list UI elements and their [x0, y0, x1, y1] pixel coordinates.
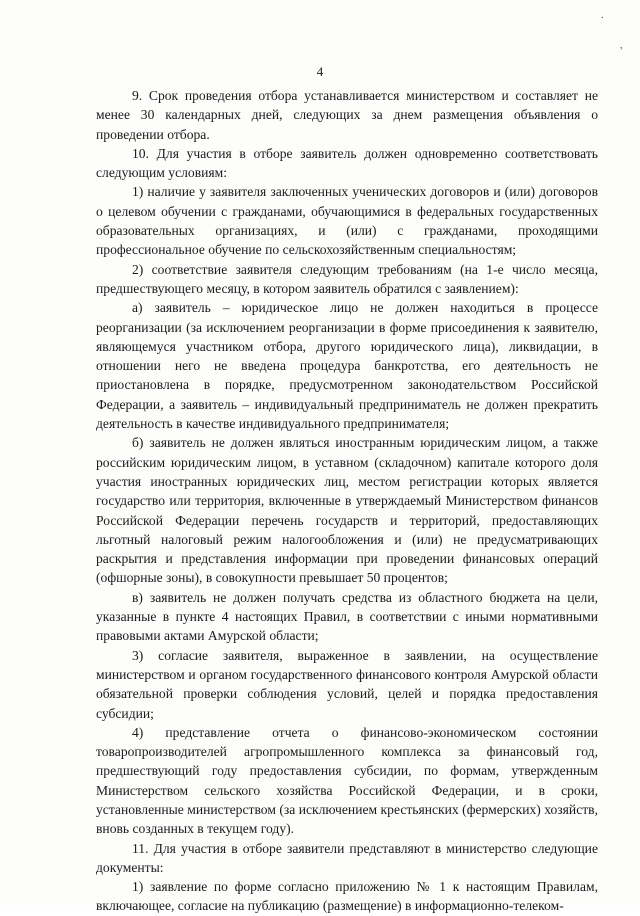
paragraph-11: 11. Для участия в отборе заявители представляют в министерство следующие документы:: [96, 840, 598, 875]
paragraph-10-item-4: 4) представление отчета о финансово-экономическом состоянии товаропроизводителей агропромышленного комплекса за финансовый год, предшествующий году предоставления субсидии, по формам, утвержденным Министерством сельского хозяйства Российской Федерации, и в сроки, установленные министерством (за исключением крестьянских (фермерских) хозяйств, вновь созданных в текущем году).: [96, 724, 598, 837]
paragraph-10-item-2v: в) заявитель не должен получать средства из областного бюджета на цели, указанные в пункте 4 настоящих Правил, в соответствии с иными нормативными правовыми актами Амурской области;: [96, 589, 598, 644]
paragraph-9: 9. Срок проведения отбора устанавливается министерством и составляет не менее 30 календарных дней, следующих за днем размещения объявления о проведении отбора.: [96, 88, 598, 142]
page-number: 4: [316, 64, 324, 79]
corner-mark-top: .: [601, 10, 604, 21]
paragraph-11-item-1: 1) заявление по форме согласно приложению № 1 к настоящим Правилам, включающее, согласие на публикацию (размещение) в информационно-телеком-: [96, 879, 598, 914]
paragraph-10-item-2a: а) заявитель – юридическое лицо не должен находиться в процессе реорганизации (за исключением реорганизации в форме присоединения к заявителю, являющемуся участником отбора, другого юридического лица), ликвидации, в отношении него не введена процедура банкротства, его деятельность не приостановлена в порядке, предусмотренном законодательством Российской Федерации, а заявитель – индивидуальный предприниматель не должен прекратить деятельность в качестве индивидуального предпринимателя;: [96, 300, 598, 432]
corner-mark-right: ,: [620, 40, 623, 51]
document-body: [96, 86, 598, 916]
paragraph-10-item-3: 3) согласие заявителя, выраженное в заявлении, на осуществление министерством и органом государственного финансового контроля Амурской области обязательной проверки соблюдения условий, целей и порядка предоставления субсидии;: [96, 647, 598, 721]
paragraph-10-item-1: 1) наличие у заявителя заключенных ученических договоров и (или) договоров о целевом обучении с гражданами, обучающимися в федеральных государственных образовательных организациях, и (или) с гражданами, проходящими профессиональное обучение по сельскохозяйственным специальностям;: [96, 184, 598, 258]
paragraph-10-item-2: 2) соответствие заявителя следующим требованиям (на 1-е число месяца, предшествующего месяцу, в котором заявитель обратился с заявлением):: [96, 261, 598, 296]
paragraph-10: 10. Для участия в отборе заявитель должен одновременно соответствовать следующим условиям:: [96, 145, 598, 181]
paragraph-10-item-2b: б) заявитель не должен являться иностранным юридическим лицом, а также российским юридическим лицом, в уставном (складочном) капитале которого доля участия иностранных юридических лиц, местом регистрации которых является государство или территория, включенные в утверждаемый Министерством финансов Российской Федерации перечень государств и территорий, предоставляющих льготный налоговый режим налогообложения и (или) не предусматривающих раскрытия и представления информации при проведении финансовых операций (офшорные зоны), в совокупности превышает 50 процентов;: [96, 435, 598, 586]
